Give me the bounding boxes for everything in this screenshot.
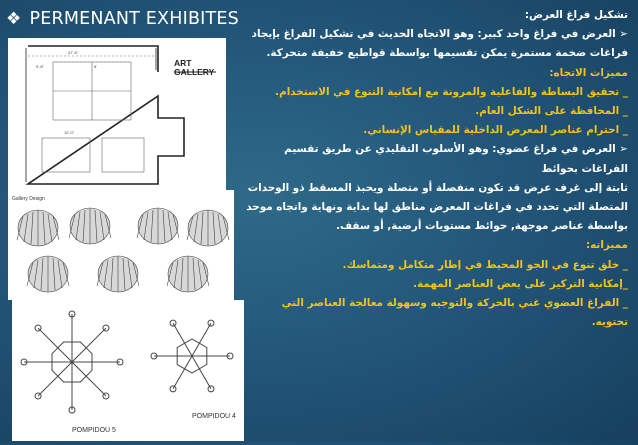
art-gallery-plan-image [8, 38, 226, 190]
svg-text:47'-6": 47'-6" [68, 50, 79, 55]
text-line: مميزاته: [585, 239, 628, 252]
slide-title-text: PERMENANT EXHIBITES [29, 9, 239, 29]
pompidou-4-label: POMPIDOU 4 [192, 413, 236, 420]
svg-text:12'-0": 12'-0" [64, 130, 75, 135]
text-line: _ احترام عناصر المعرض الداخلية للمقياس الإنساني. [363, 124, 628, 137]
text-line: تحتويه. [591, 316, 628, 329]
text-line: مميزات الاتجاه: [549, 66, 628, 79]
diamond-bullet-icon: ❖ [6, 9, 22, 29]
pompidou-5-label: POMPIDOU 5 [72, 427, 116, 434]
text-line: فراغات ضخمة مستمرة يمكن تقسيمها بواسطة قواطيع خفيفة متحركة. [266, 47, 628, 60]
text-line: _ المحافظة على الشكل العام. [475, 105, 628, 118]
text-line: الفراغات بحوائط [541, 162, 628, 175]
slide-body-text [208, 6, 628, 332]
text-line: _ خلق تنوع في الجو المحيط في إطار متكامل ومتماسك. [342, 258, 628, 271]
text-line: _إمكانية التركيز على بعض العناصر المهمة. [413, 277, 628, 290]
gallery-design-label: Gallery Design [12, 196, 45, 202]
art-gallery-label: ART GALLERY [174, 58, 215, 77]
slide-title [6, 4, 239, 34]
text-line: ➢ العرض في فراغ واحد كبير: وهو الاتجاه الحديث في تشكيل الفراغ بإيجاد [251, 28, 628, 41]
text-line: بواسطة عناصر موجهة, حوائط مستويات أرضية, أو سقف. [336, 220, 628, 233]
pompidou-diagrams-image [12, 300, 244, 441]
svg-text:6': 6' [94, 64, 97, 69]
text-line: ثابتة إلى غرف عرض قد تكون منفصلة أو متصلة ويحبذ المسقط ذو الوحدات [247, 181, 628, 194]
text-line: _ تحقيق البساطة والفاعلية والمرونة مع إمكانية التنوع في الاستخدام. [275, 85, 628, 98]
slide-images [0, 38, 245, 441]
svg-text:5'-8": 5'-8" [36, 64, 44, 69]
text-line: المتصلة التي تحدد في فراغات المعرض مناطق لها بداية ونهاية واتجاه موحد [246, 201, 628, 214]
text-line: تشكيل فراغ العرض: [524, 9, 628, 21]
text-line: _ الفراغ العضوي غني بالحركة والتوجيه وسهولة معالجة العناصر التي [281, 297, 628, 310]
text-line: ➢ العرض في فراغ عضوي: وهو الأسلوب التقليدي عن طريق تقسيم [284, 143, 628, 156]
gallery-design-image [8, 190, 234, 300]
